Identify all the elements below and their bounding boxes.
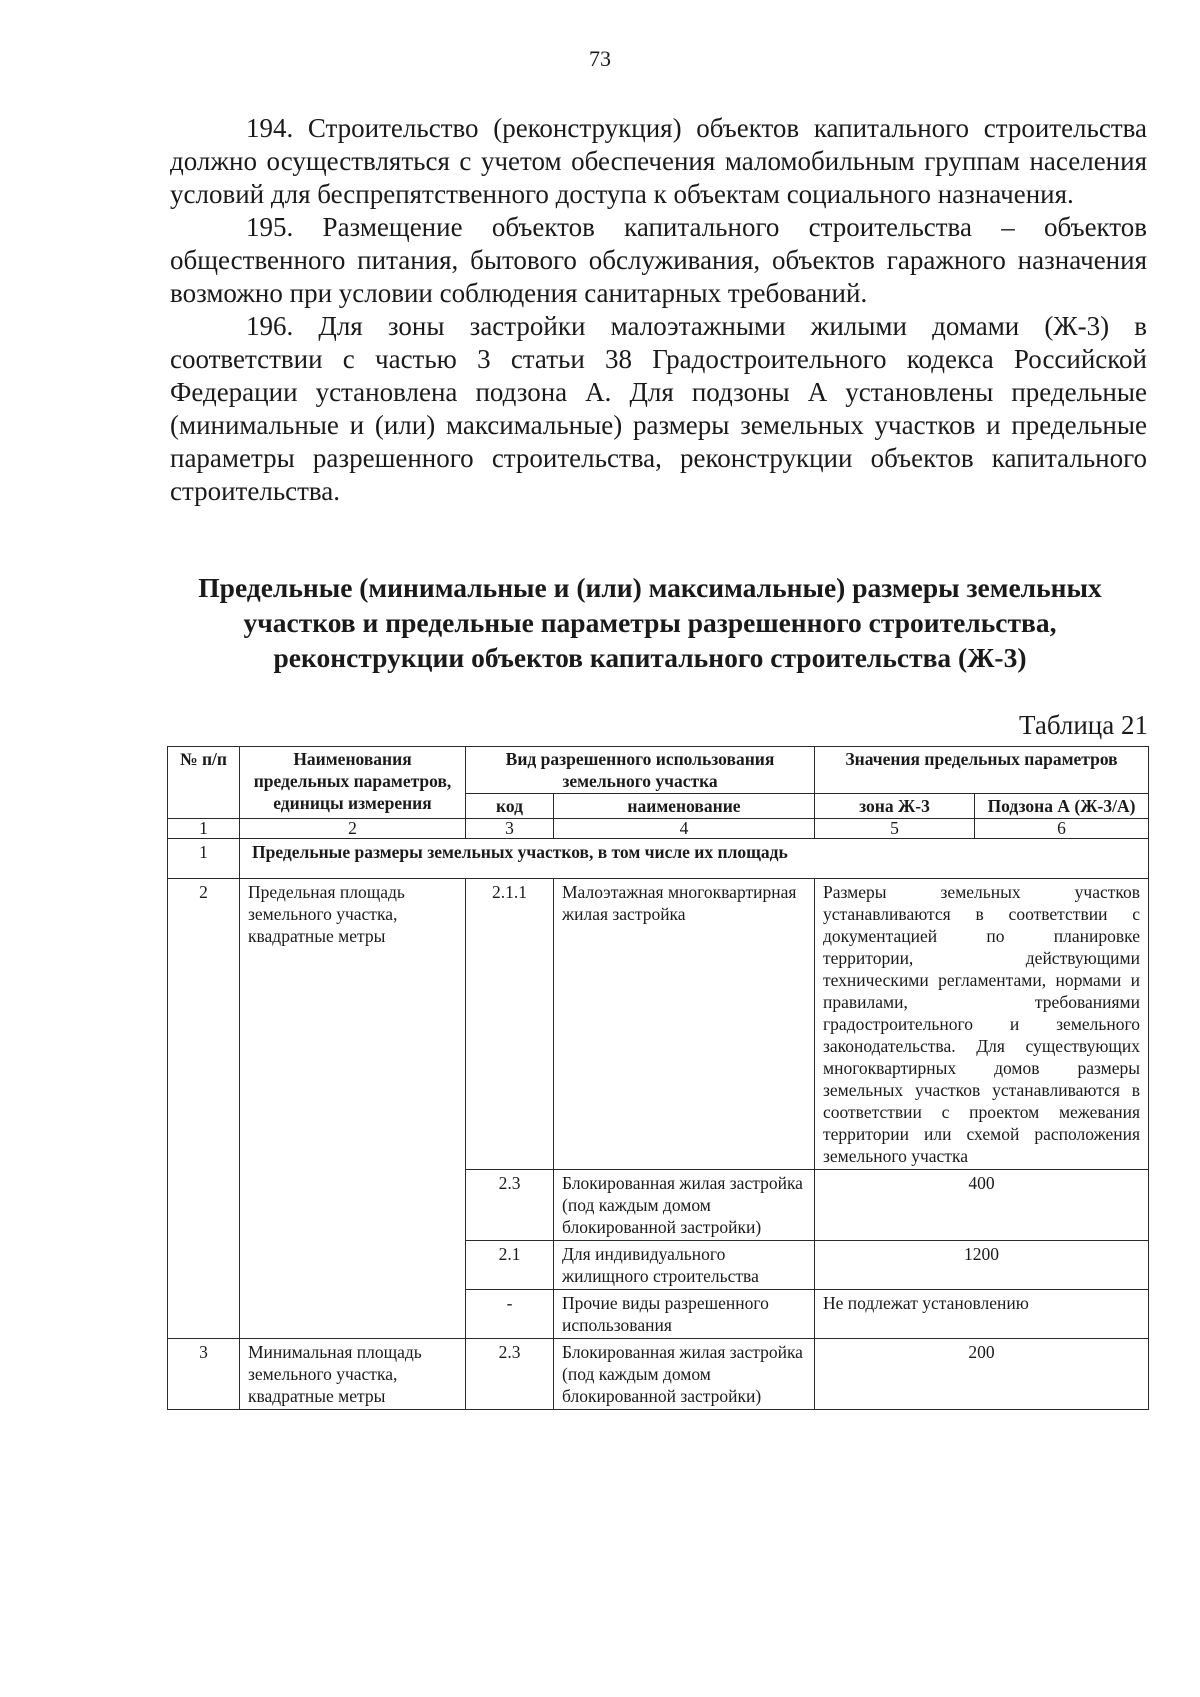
section-row [168, 839, 1149, 879]
row-num: 2 [168, 879, 240, 1339]
header-subzone: Подзона А (Ж-3/А) [975, 794, 1149, 819]
value-text: 200 [815, 1339, 1149, 1410]
header-num: № п/п [168, 747, 240, 819]
use-name: Блокированная жилая застройка (под каждым домом блокированной застройки) [554, 1339, 815, 1410]
table-row [168, 879, 1149, 1170]
use-name: Блокированная жилая застройка (под каждым домом блокированной застройки) [554, 1170, 815, 1241]
row-num: 1 [168, 839, 240, 879]
heading-line: участков и предельные параметры разрешенного строительства, [243, 607, 1057, 638]
value-text: Размеры земельных участков устанавливаются в соответствии с документацией по планировке территории, действующими техническими регламентами, нормами и правилами, требованиями градостроительного и земельного законодательства. Для существующих многоквартирных домов размеры земельных участков устанавливаются в соответствии с проектом межевания территории или схемой расположения земельного участка [815, 879, 1149, 1170]
heading-line: реконструкции объектов капитального строительства (Ж-3) [273, 642, 1027, 673]
page-number: 73 [589, 46, 611, 71]
table-heading [150, 570, 1150, 675]
paragraph-196: 196. Для зоны застройки малоэтажными жилыми домами (Ж-3) в соответствии с частью 3 статьи 38 Градостроительного кодекса Российской Федерации установлена подзона А. Для подзоны А установлены предельные (минимальные и (или) максимальные) размеры земельных участков и предельные параметры разрешенного строительства, реконструкции объектов капитального строительства. [170, 311, 1147, 506]
row-param: Минимальная площадь земельного участка, квадратные метры [240, 1339, 466, 1410]
column-number: 5 [815, 819, 975, 839]
body-text [170, 112, 1147, 508]
table-row [168, 1339, 1149, 1410]
use-name: Для индивидуального жилищного строительства [554, 1241, 815, 1290]
use-name: Прочие виды разрешенного использования [554, 1290, 815, 1339]
row-num: 3 [168, 1339, 240, 1410]
row-param: Предельная площадь земельного участка, квадратные метры [240, 879, 466, 1339]
paragraph-194: 194. Строительство (реконструкция) объектов капитального строительства должно осуществляться с учетом обеспечения маломобильным группам населения условий для беспрепятственного доступа к объектам социального назначения. [170, 113, 1147, 209]
use-code: 2.3 [466, 1170, 554, 1241]
use-code: 2.1.1 [466, 879, 554, 1170]
value-text: 400 [815, 1170, 1149, 1241]
column-number: 1 [168, 819, 240, 839]
header-param-name: Наименования предельных параметров, единицы измерения [240, 747, 466, 819]
header-use-group: Вид разрешенного использования земельного участка [466, 747, 815, 794]
limits-table [167, 746, 1149, 1410]
value-text: Не подлежат установлению [815, 1290, 1149, 1339]
value-text: 1200 [815, 1241, 1149, 1290]
use-name: Малоэтажная многоквартирная жилая застройка [554, 879, 815, 1170]
table-caption: Таблица 21 [1019, 710, 1148, 740]
column-number-row [168, 819, 1149, 839]
header-zone: зона Ж-3 [815, 794, 975, 819]
use-code: 2.3 [466, 1339, 554, 1410]
use-code: - [466, 1290, 554, 1339]
header-use-name: наименование [554, 794, 815, 819]
column-number: 4 [554, 819, 815, 839]
header-values-group: Значения предельных параметров [815, 747, 1149, 794]
section-title: Предельные размеры земельных участков, в том числе их площадь [240, 839, 1149, 879]
column-number: 3 [466, 819, 554, 839]
heading-line: Предельные (минимальные и (или) максимальные) размеры земельных [198, 572, 1102, 603]
column-number: 2 [240, 819, 466, 839]
column-number: 6 [975, 819, 1149, 839]
header-code: код [466, 794, 554, 819]
use-code: 2.1 [466, 1241, 554, 1290]
paragraph-195: 195. Размещение объектов капитального строительства – объектов общественного питания, бытового обслуживания, объектов гаражного назначения возможно при условии соблюдения санитарных требований. [170, 212, 1147, 308]
